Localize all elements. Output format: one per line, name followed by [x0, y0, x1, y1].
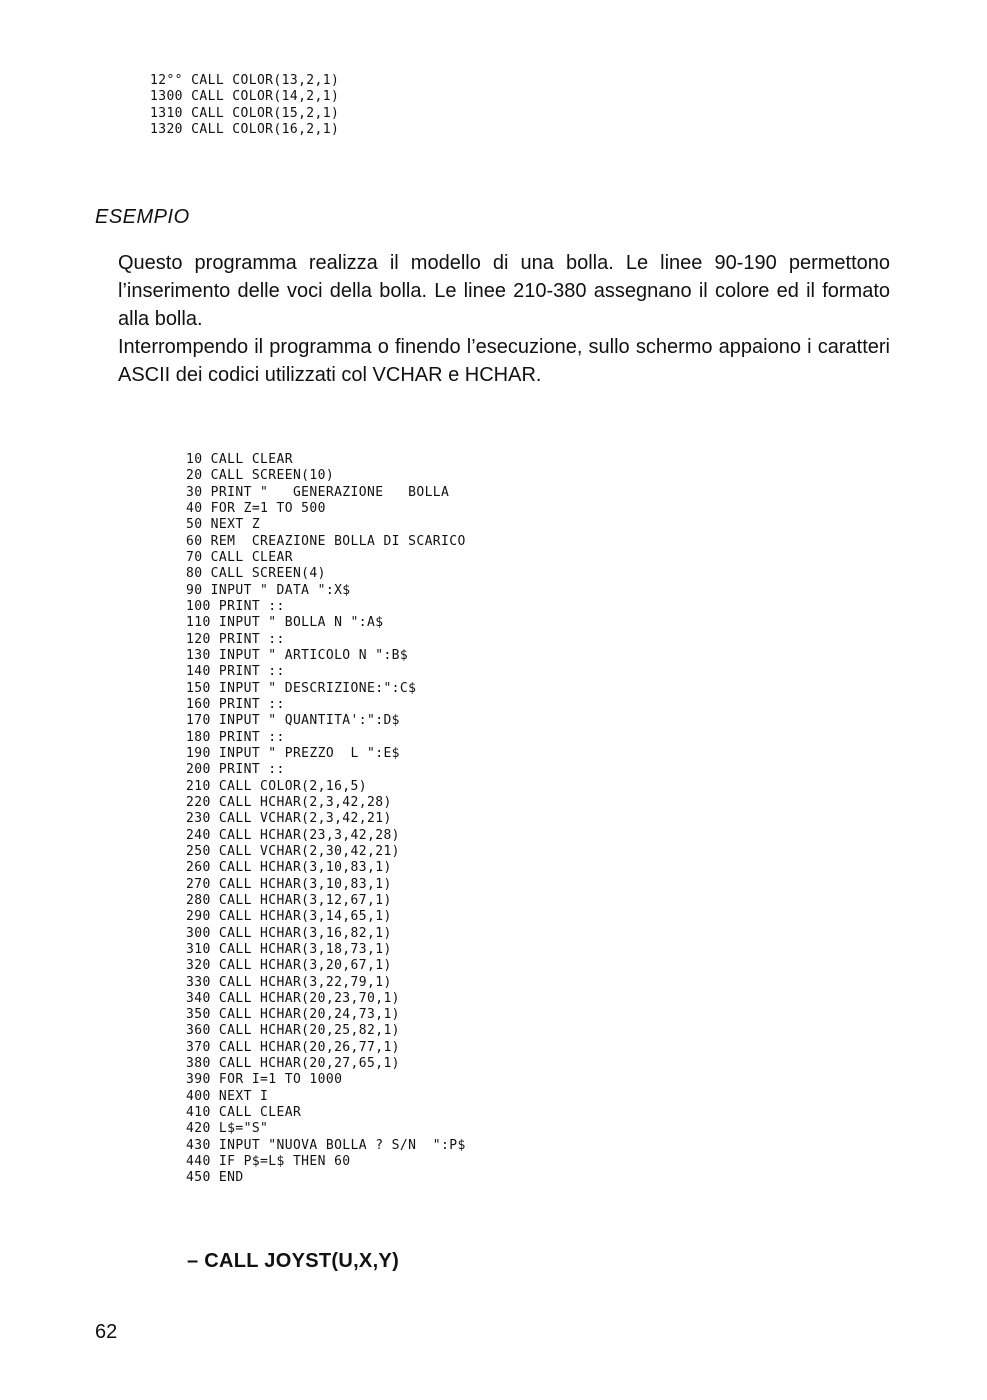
- code-line: 290 CALL HCHAR(3,14,65,1): [186, 909, 392, 925]
- code-line: 20 CALL SCREEN(10): [186, 468, 335, 484]
- code-line: 1320 CALL COLOR(16,2,1): [150, 121, 340, 137]
- code-line: 450 END: [186, 1170, 244, 1186]
- code-line: 410 CALL CLEAR: [186, 1105, 302, 1121]
- code-line: 190 INPUT " PREZZO L ":E$: [186, 745, 400, 761]
- paragraph-description: Questo programma realizza il modello di una bolla. Le linee 90-190 permettono l’inserimento delle voci della bolla. Le linee 210-380 assegnano il colore ed il formato alla bolla.: [118, 252, 890, 330]
- code-line: 400 NEXT I: [186, 1088, 269, 1104]
- code-line: 260 CALL HCHAR(3,10,83,1): [186, 860, 392, 876]
- code-line: 420 L$="S": [186, 1121, 269, 1137]
- code-line: 180 PRINT ::: [186, 729, 285, 745]
- code-line: 120 PRINT ::: [186, 631, 285, 647]
- code-line: 70 CALL CLEAR: [186, 549, 293, 565]
- code-line: 270 CALL HCHAR(3,10,83,1): [186, 876, 392, 892]
- code-line: 10 CALL CLEAR: [186, 452, 293, 467]
- code-line: 300 CALL HCHAR(3,16,82,1): [186, 925, 392, 941]
- code-line: 390 FOR I=1 TO 1000: [186, 1072, 343, 1088]
- code-line: 150 INPUT " DESCRIZIONE:":C$: [186, 680, 417, 696]
- subheading-call-joyst: – CALL JOYST(U,X,Y): [187, 1250, 400, 1272]
- code-line: 12°° CALL COLOR(13,2,1): [150, 73, 340, 88]
- code-line: 60 REM CREAZIONE BOLLA DI SCARICO: [186, 533, 466, 549]
- code-line: 110 INPUT " BOLLA N ":A$: [186, 615, 384, 631]
- code-line: 160 PRINT ::: [186, 696, 285, 712]
- code-line: 350 CALL HCHAR(20,24,73,1): [186, 1007, 400, 1023]
- code-listing-top: [150, 73, 339, 138]
- code-line: 200 PRINT ::: [186, 762, 285, 778]
- code-line: 340 CALL HCHAR(20,23,70,1): [186, 990, 400, 1006]
- code-line: 170 INPUT " QUANTITA':":D$: [186, 713, 400, 729]
- code-line: 250 CALL VCHAR(2,30,42,21): [186, 843, 400, 859]
- code-line: 1300 CALL COLOR(14,2,1): [150, 89, 340, 105]
- code-line: 220 CALL HCHAR(2,3,42,28): [186, 794, 392, 810]
- code-line: 50 NEXT Z: [186, 517, 261, 533]
- code-line: 130 INPUT " ARTICOLO N ":B$: [186, 647, 409, 663]
- paragraph-interrupt-note: Interrompendo il programma o finendo l’esecuzione, sullo schermo appaiono i caratteri ASCII dei codici utilizzati col VCHAR e HCHAR.: [118, 336, 890, 386]
- section-label: ESEMPIO: [95, 206, 190, 228]
- code-line: 440 IF P$=L$ THEN 60: [186, 1154, 351, 1170]
- code-line: 140 PRINT ::: [186, 664, 285, 680]
- code-line: 280 CALL HCHAR(3,12,67,1): [186, 892, 392, 908]
- code-line: 380 CALL HCHAR(20,27,65,1): [186, 1056, 400, 1072]
- code-line: 370 CALL HCHAR(20,26,77,1): [186, 1039, 400, 1055]
- code-line: 230 CALL VCHAR(2,3,42,21): [186, 811, 392, 827]
- code-line: 80 CALL SCREEN(4): [186, 566, 326, 582]
- code-line: 310 CALL HCHAR(3,18,73,1): [186, 941, 392, 957]
- code-line: 40 FOR Z=1 TO 500: [186, 500, 326, 516]
- code-line: 360 CALL HCHAR(20,25,82,1): [186, 1023, 400, 1039]
- code-line: 430 INPUT "NUOVA BOLLA ? S/N ":P$: [186, 1137, 466, 1153]
- code-line: 100 PRINT ::: [186, 598, 285, 614]
- code-listing-program: [186, 452, 466, 1187]
- code-line: 1310 CALL COLOR(15,2,1): [150, 105, 340, 121]
- code-line: 210 CALL COLOR(2,16,5): [186, 778, 367, 794]
- code-line: 90 INPUT " DATA ":X$: [186, 582, 351, 598]
- page-number: 62: [95, 1321, 118, 1343]
- code-line: 30 PRINT " GENERAZIONE BOLLA: [186, 484, 450, 500]
- code-line: 240 CALL HCHAR(23,3,42,28): [186, 827, 400, 843]
- code-line: 330 CALL HCHAR(3,22,79,1): [186, 974, 392, 990]
- code-line: 320 CALL HCHAR(3,20,67,1): [186, 958, 392, 974]
